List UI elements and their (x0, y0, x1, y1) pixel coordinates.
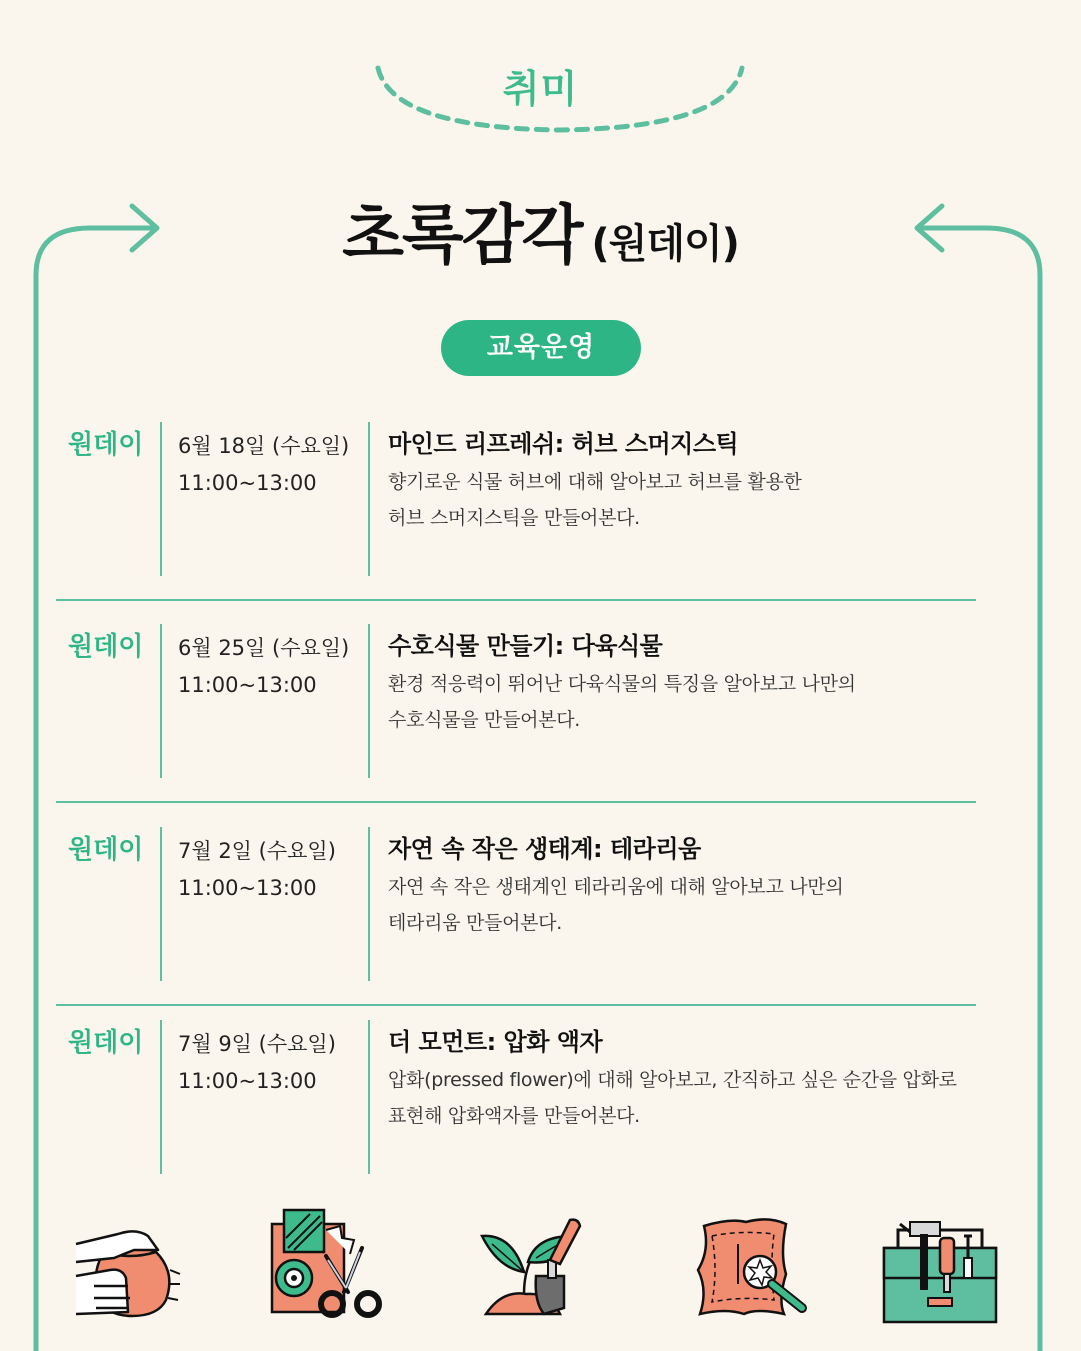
divider (160, 1020, 162, 1174)
session-description (388, 1062, 957, 1134)
session-row (56, 827, 976, 1007)
description-line: 허브 스머지스틱을 만들어본다. (388, 507, 640, 529)
session-row (56, 422, 976, 602)
session-type: 원데이 (68, 632, 144, 662)
sewing-icon (270, 1208, 384, 1320)
pottery-icon (74, 1222, 184, 1322)
divider (368, 624, 370, 778)
page-title (0, 184, 1081, 276)
divider (160, 624, 162, 778)
row-separator (56, 801, 976, 803)
leather-icon (690, 1214, 810, 1320)
title-main: 초록감각 (342, 199, 582, 273)
row-separator (56, 599, 976, 601)
session-datetime (178, 428, 349, 502)
session-heading: 자연 속 작은 생태계: 테라리움 (388, 835, 701, 863)
divider (160, 422, 162, 576)
session-date: 6월 25일 (수요일) (178, 636, 350, 660)
session-time: 11:00~13:00 (178, 471, 317, 495)
description-line: 자연 속 작은 생태계인 테라리움에 대해 알아보고 나만의 (388, 876, 844, 898)
description-line: 표현해 압화액자를 만들어본다. (388, 1105, 640, 1127)
divider (368, 827, 370, 981)
session-date: 6월 18일 (수요일) (178, 434, 350, 458)
session-row (56, 624, 976, 804)
divider (160, 827, 162, 981)
session-datetime (178, 630, 349, 704)
session-heading: 수호식물 만들기: 다육식물 (388, 632, 663, 660)
session-date: 7월 2일 (수요일) (178, 839, 336, 863)
title-sub: (원데이) (591, 221, 739, 267)
session-datetime (178, 833, 336, 907)
session-heading: 더 모먼트: 압화 액자 (388, 1028, 603, 1056)
category-label: 취미 (502, 67, 579, 111)
session-row (56, 1020, 976, 1200)
description-line: 테라리움 만들어본다. (388, 912, 562, 934)
session-type: 원데이 (68, 835, 144, 865)
session-description (388, 464, 802, 536)
divider (368, 1020, 370, 1174)
session-heading: 마인드 리프레쉬: 허브 스머지스틱 (388, 430, 739, 458)
toolbox-icon (880, 1218, 1000, 1326)
session-type: 원데이 (68, 1028, 144, 1058)
session-time: 11:00~13:00 (178, 876, 317, 900)
description-line: 압화(pressed flower)에 대해 알아보고, 간직하고 싶은 순간을 압화로 (388, 1069, 957, 1091)
section-badge: 교육운영 (441, 320, 641, 376)
session-time: 11:00~13:00 (178, 1069, 317, 1093)
session-description (388, 869, 843, 941)
description-line: 환경 적응력이 뛰어난 다육식물의 특징을 알아보고 나만의 (388, 673, 856, 695)
description-line: 향기로운 식물 허브에 대해 알아보고 허브를 활용한 (388, 471, 802, 493)
session-datetime (178, 1026, 336, 1100)
session-type: 원데이 (68, 430, 144, 460)
session-date: 7월 9일 (수요일) (178, 1032, 336, 1056)
row-separator (56, 1004, 976, 1006)
session-time: 11:00~13:00 (178, 673, 317, 697)
description-line: 수호식물을 만들어본다. (388, 709, 581, 731)
divider (368, 422, 370, 576)
session-description (388, 666, 856, 738)
gardening-icon (478, 1214, 598, 1320)
